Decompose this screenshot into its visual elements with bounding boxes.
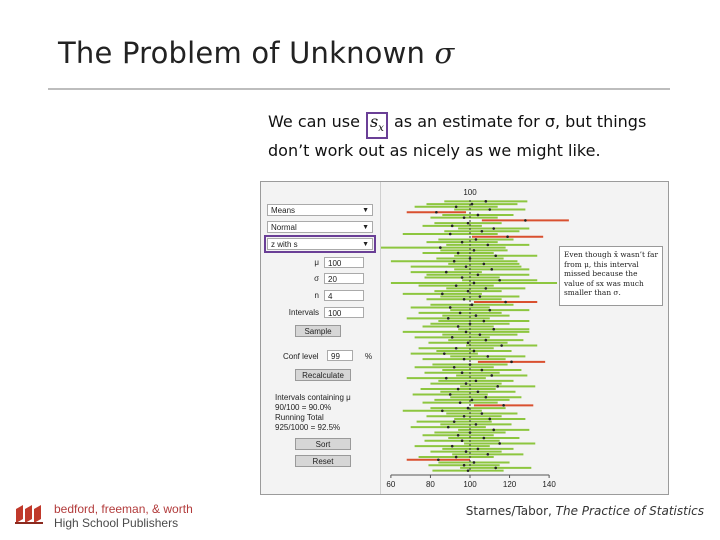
sample-mean-dot [461, 371, 464, 374]
sample-mean-dot [481, 230, 484, 233]
sample-mean-dot [437, 458, 440, 461]
interval-method-dropdown[interactable] [267, 238, 373, 250]
sample-mean-dot [457, 252, 460, 255]
x-tick-label: 120 [502, 480, 517, 489]
sample-mean-dot [475, 314, 478, 317]
mu-label: μ [314, 258, 319, 267]
sample-mean-dot [451, 225, 454, 228]
sample-mean-dot [524, 219, 527, 222]
slide-title-text: The Problem of Unknown [58, 36, 435, 70]
sample-mean-dot [504, 301, 507, 304]
body-part-1: We can use [268, 112, 366, 131]
sample-mean-dot [502, 404, 505, 407]
reset-button[interactable]: Reset [295, 455, 351, 467]
sample-mean-dot [457, 388, 460, 391]
sample-mean-dot [485, 200, 488, 203]
population-shape-value: Normal [271, 223, 297, 232]
sample-mean-dot [488, 418, 491, 421]
sample-mean-dot [477, 214, 480, 217]
sample-mean-dot [479, 333, 482, 336]
interval-plot [381, 182, 668, 494]
sample-mean-dot [492, 328, 495, 331]
sample-mean-dot [449, 306, 452, 309]
sample-mean-dot [451, 445, 454, 448]
mu-input[interactable]: 100 [324, 257, 364, 268]
dropdown-arrow-icon: ▼ [362, 207, 369, 214]
sample-mean-dot [459, 312, 462, 315]
sample-mean-dot [463, 216, 466, 219]
sample-mean-dot [477, 390, 480, 393]
sample-mean-dot [453, 260, 456, 263]
intervals-heading: Intervals containing μ [275, 393, 351, 402]
conf-level-input[interactable]: 99 [327, 350, 353, 361]
title-divider [48, 88, 670, 90]
slide-title [58, 36, 455, 70]
sample-mean-dot [471, 303, 474, 306]
sx-letter: s [370, 112, 379, 131]
sample-mean-dot [471, 203, 474, 206]
sample-mean-dot [475, 238, 478, 241]
sample-mean-dot [455, 347, 458, 350]
sample-mean-dot [445, 377, 448, 380]
sample-mean-dot [467, 290, 470, 293]
publisher-name: bedford, freeman, & worth [54, 502, 193, 516]
sample-mean-dot [473, 249, 476, 252]
sample-mean-dot [443, 352, 446, 355]
conf-level-label: Conf level [283, 352, 319, 361]
recalculate-button[interactable]: Recalculate [295, 369, 351, 381]
conf-level-unit: % [365, 352, 373, 361]
sample-mean-dot [467, 469, 470, 472]
sample-mean-dot [485, 339, 488, 342]
sample-mean-dot [455, 284, 458, 287]
sample-mean-dot [485, 287, 488, 290]
parameter-dropdown[interactable] [267, 204, 373, 216]
sample-mean-dot [487, 453, 490, 456]
sample-mean-dot [463, 464, 466, 467]
n-input[interactable]: 4 [324, 290, 364, 301]
sample-mean-dot [490, 268, 493, 271]
intervals-result: 90/100 = 90.0% [275, 403, 332, 412]
sample-mean-dot [459, 401, 462, 404]
sample-mean-dot [457, 325, 460, 328]
sample-mean-dot [510, 361, 513, 364]
sample-mean-dot [467, 407, 470, 410]
sample-mean-dot [463, 415, 466, 418]
sample-mean-dot [435, 211, 438, 214]
sample-mean-dot [492, 429, 495, 432]
sample-mean-dot [483, 437, 486, 440]
sample-mean-dot [461, 439, 464, 442]
sample-mean-dot [461, 241, 464, 244]
citation [466, 504, 704, 518]
publisher-division: High School Publishers [54, 516, 179, 530]
intervals-label: Intervals [288, 308, 319, 317]
x-tick-label: 100 [463, 480, 477, 489]
sample-mean-dot [471, 399, 474, 402]
sample-mean-dot [439, 246, 442, 249]
sample-mean-dot [506, 235, 509, 238]
sx-subscript: x [378, 123, 384, 135]
sample-mean-dot [465, 331, 468, 334]
sigma-input[interactable]: 20 [324, 273, 364, 284]
slide-title-sigma: σ [434, 36, 455, 70]
population-shape-dropdown[interactable] [267, 221, 373, 233]
sample-mean-dot [498, 442, 501, 445]
sample-mean-dot [481, 412, 484, 415]
parameter-dropdown-value: Means [271, 206, 296, 215]
sample-mean-dot [488, 208, 491, 211]
sample-mean-dot [473, 350, 476, 353]
sample-mean-dot [488, 309, 491, 312]
sample-mean-dot [461, 276, 464, 279]
sample-mean-dot [441, 410, 444, 413]
sx-highlight [366, 112, 388, 139]
sample-mean-dot [500, 344, 503, 347]
sample-mean-dot [473, 461, 476, 464]
sample-mean-dot [447, 426, 450, 429]
citation-title: The Practice of Statistics [555, 504, 704, 518]
running-total-heading: Running Total [275, 413, 324, 422]
sample-mean-dot [483, 320, 486, 323]
sample-mean-dot [453, 420, 456, 423]
applet-control-panel [261, 182, 381, 494]
sample-mean-dot [465, 382, 468, 385]
sample-mean-dot [473, 282, 476, 285]
sigma-label: σ [314, 274, 319, 283]
sample-mean-dot [467, 342, 470, 345]
sample-mean-dot [467, 222, 470, 225]
sample-mean-dot [453, 366, 456, 369]
sample-mean-dot [465, 450, 468, 453]
sample-mean-dot [445, 271, 448, 274]
sample-mean-dot [455, 456, 458, 459]
sample-mean-dot [451, 336, 454, 339]
sample-mean-dot [494, 254, 497, 257]
sample-button[interactable]: Sample [295, 325, 341, 337]
publisher-logo-icon [14, 503, 46, 525]
body-part-2: as an estimate for σ, but things don’t work out as nicely as we might like. [268, 112, 647, 161]
sample-mean-dot [463, 298, 466, 301]
x-tick-label: 140 [542, 480, 556, 489]
sample-mean-dot [447, 317, 450, 320]
interval-plot-svg [381, 182, 668, 494]
running-total-result: 925/1000 = 92.5% [275, 423, 341, 432]
confidence-interval-applet [260, 181, 669, 495]
sample-mean-dot [490, 374, 493, 377]
sample-mean-dot [463, 358, 466, 361]
sample-mean-dot [485, 396, 488, 399]
x-tick-label: 80 [425, 480, 435, 489]
sample-mean-dot [487, 244, 490, 247]
sort-button[interactable]: Sort [295, 438, 351, 450]
sample-mean-dot [477, 448, 480, 451]
sample-mean-dot [449, 393, 452, 396]
sample-mean-dot [475, 380, 478, 383]
interval-method-value: z with s [271, 240, 298, 249]
dropdown-arrow-icon: ▼ [362, 241, 369, 248]
sample-mean-dot [475, 423, 478, 426]
dropdown-arrow-icon: ▼ [362, 224, 369, 231]
x-tick-label: 60 [386, 480, 396, 489]
sample-mean-dot [492, 227, 495, 230]
sample-mean-dot [449, 233, 452, 236]
sample-mean-dot [479, 295, 482, 298]
sample-mean-dot [498, 279, 501, 282]
sample-mean-dot [457, 434, 460, 437]
n-label: n [314, 291, 319, 300]
sample-mean-dot [455, 206, 458, 209]
sample-mean-dot [496, 385, 499, 388]
sample-mean-dot [494, 467, 497, 470]
slide-body [268, 110, 668, 162]
sample-mean-dot [487, 355, 490, 358]
sample-mean-dot [483, 263, 486, 266]
sample-mean-dot [477, 274, 480, 277]
citation-authors: Starnes/Tabor, [465, 504, 556, 518]
mu-center-label: 100 [463, 188, 477, 197]
intervals-input[interactable]: 100 [324, 307, 364, 318]
annotation-callout: Even though x̄ wasn’t far from μ, this interval missed because the value of sx was much smaller than σ. [559, 246, 663, 306]
sample-mean-dot [481, 369, 484, 372]
sample-mean-dot [441, 293, 444, 296]
sample-mean-dot [465, 265, 468, 268]
